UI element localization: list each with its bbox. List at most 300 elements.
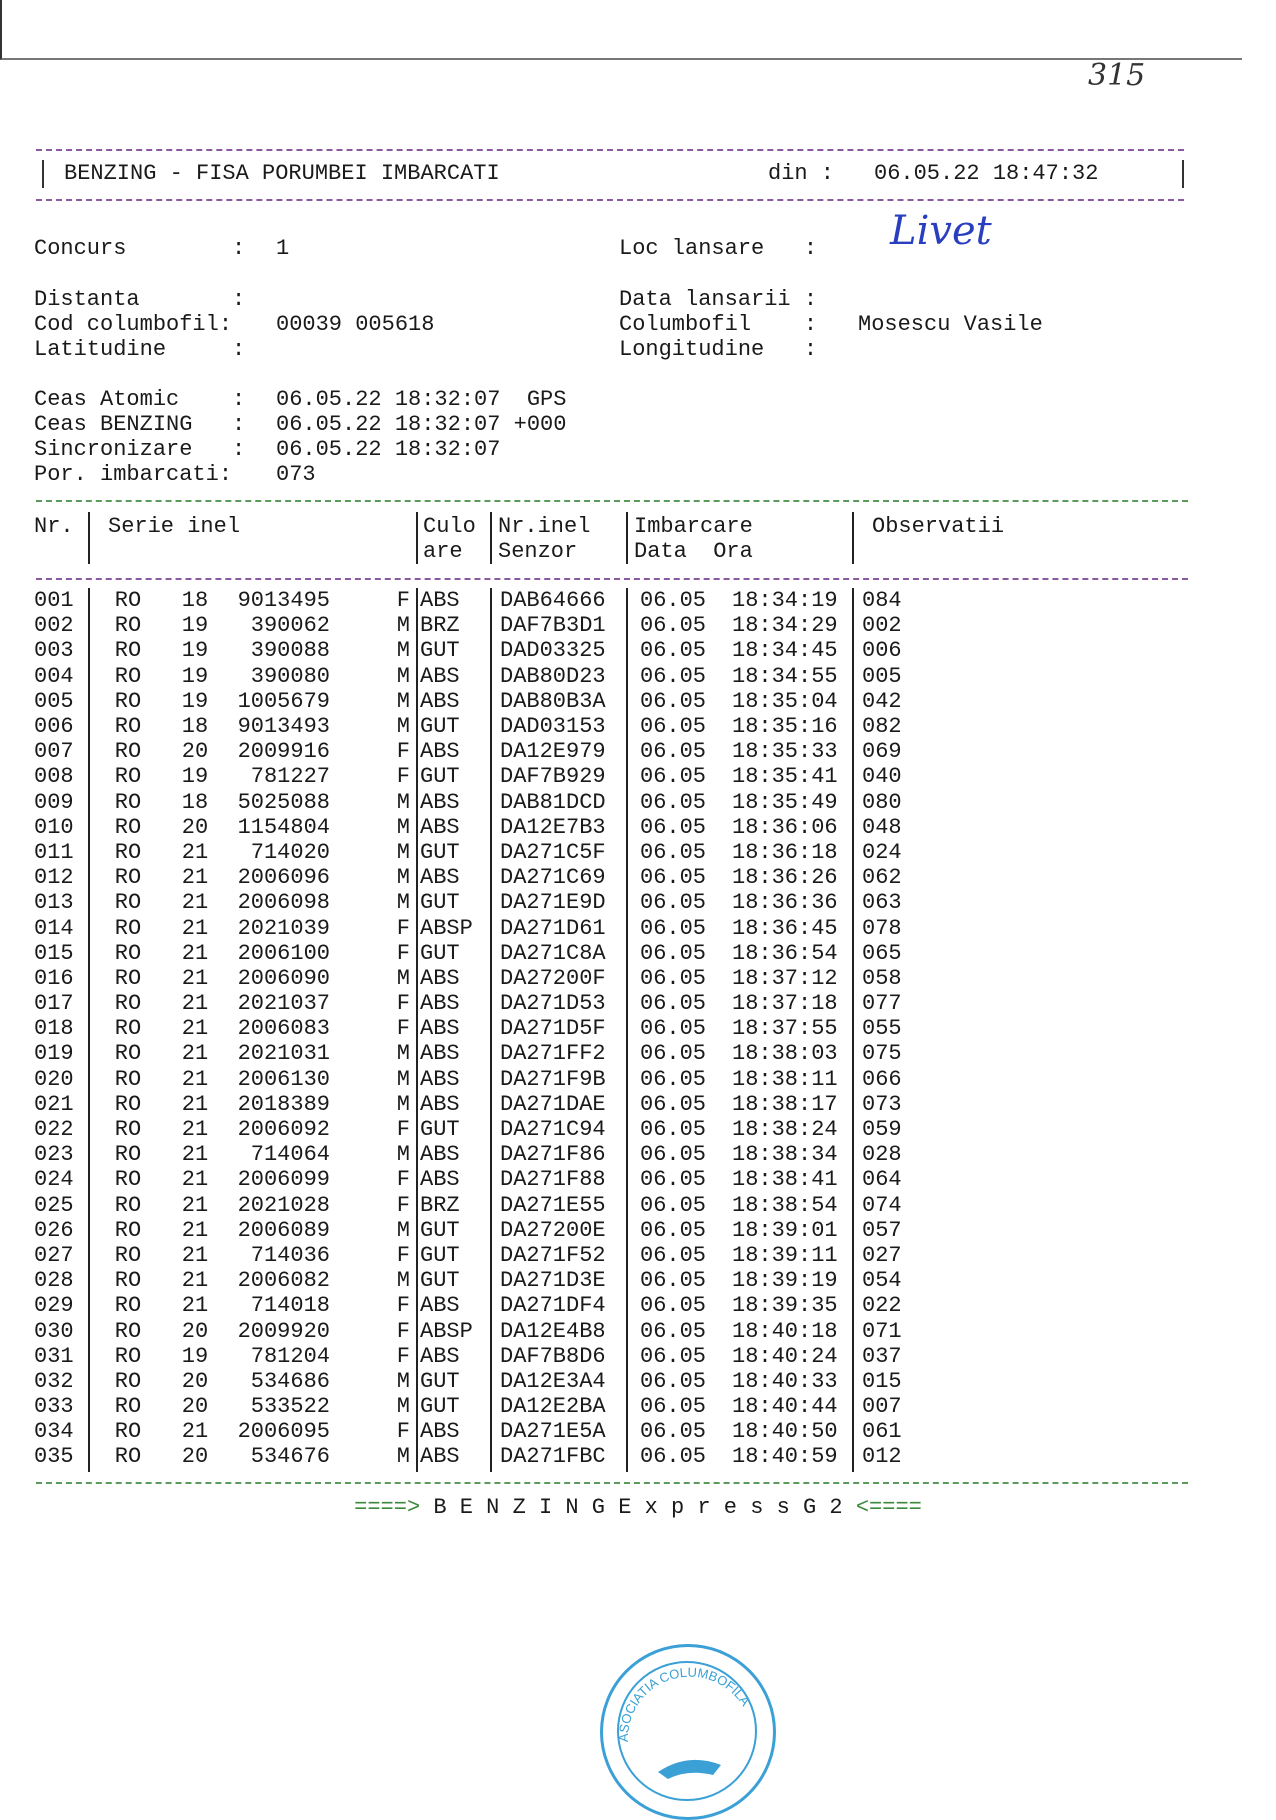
- row-date: 06.05: [640, 1368, 707, 1394]
- table-row: [34, 1193, 902, 1218]
- row-time: 18:35:04: [732, 688, 838, 714]
- row-time: 18:35:16: [732, 714, 838, 740]
- table-row: [34, 613, 902, 638]
- row-sex: F: [396, 1192, 410, 1218]
- row-color: ABSP: [420, 1318, 473, 1344]
- col-nr-header: Nr.: [34, 514, 74, 539]
- table-row: [34, 1293, 902, 1318]
- row-time: 18:39:19: [732, 1268, 838, 1294]
- row-time: 18:40:44: [732, 1394, 838, 1420]
- row-country: RO: [114, 965, 142, 991]
- row-country: RO: [114, 991, 142, 1017]
- row-date: 06.05: [640, 839, 707, 865]
- row-country: RO: [114, 1217, 142, 1243]
- row-nr: 016: [34, 965, 74, 991]
- row-sex: M: [396, 613, 410, 639]
- row-color: ABS: [420, 789, 460, 815]
- col-nrinel-header-1: Nr.inel: [498, 514, 591, 539]
- row-time: 18:39:35: [732, 1293, 838, 1319]
- row-year: 21: [181, 1016, 209, 1042]
- row-country: RO: [114, 1091, 142, 1117]
- table-row: [34, 689, 902, 714]
- row-sensor-ring: DAB64666: [500, 588, 606, 614]
- row-time: 18:38:54: [732, 1192, 838, 1218]
- table-row: [34, 966, 902, 991]
- row-time: 18:34:45: [732, 638, 838, 664]
- row-color: ABS: [420, 588, 460, 614]
- row-country: RO: [114, 890, 142, 916]
- row-year: 21: [181, 890, 209, 916]
- row-color: ABS: [420, 1167, 460, 1193]
- row-year: 21: [181, 965, 209, 991]
- row-sensor-ring: DAF7B929: [500, 764, 606, 790]
- row-observation: 037: [862, 1343, 902, 1369]
- row-date: 06.05: [640, 915, 707, 941]
- row-observation: 069: [862, 739, 902, 765]
- table-row: [34, 714, 902, 739]
- row-color: GUT: [420, 1217, 460, 1243]
- row-year: 21: [181, 1117, 209, 1143]
- row-date: 06.05: [640, 1293, 707, 1319]
- embarked-pigeons-table: [34, 588, 902, 1470]
- row-observation: 073: [862, 1091, 902, 1117]
- row-time: 18:38:41: [732, 1167, 838, 1193]
- row-date: 06.05: [640, 663, 707, 689]
- row-date: 06.05: [640, 1217, 707, 1243]
- row-sensor-ring: DA271C8A: [500, 940, 606, 966]
- row-observation: 002: [862, 613, 902, 639]
- row-time: 18:34:55: [732, 663, 838, 689]
- table-row: [34, 1243, 902, 1268]
- row-time: 18:36:45: [732, 915, 838, 941]
- row-ring-number: 2009916: [237, 739, 330, 765]
- row-country: RO: [114, 1117, 142, 1143]
- row-country: RO: [114, 1142, 142, 1168]
- table-row: [34, 1318, 902, 1343]
- row-ring-number: 9013495: [237, 588, 330, 614]
- row-time: 18:39:11: [732, 1242, 838, 1268]
- row-nr: 011: [34, 839, 74, 865]
- row-sex: M: [396, 1268, 410, 1294]
- col-culoare-header-1: Culo: [423, 514, 476, 539]
- row-country: RO: [114, 739, 142, 765]
- row-color: GUT: [420, 638, 460, 664]
- row-date: 06.05: [640, 714, 707, 740]
- row-time: 18:38:24: [732, 1117, 838, 1143]
- row-sensor-ring: DA271FF2: [500, 1041, 606, 1067]
- row-date: 06.05: [640, 1091, 707, 1117]
- loc-lansare-handwritten: Livet: [890, 208, 992, 254]
- row-year: 21: [181, 839, 209, 865]
- row-country: RO: [114, 1041, 142, 1067]
- row-time: 18:34:19: [732, 588, 838, 614]
- row-date: 06.05: [640, 814, 707, 840]
- row-year: 21: [181, 1091, 209, 1117]
- data-lansarii-label: Data lansarii :: [619, 287, 818, 312]
- table-row: [34, 941, 902, 966]
- row-date: 06.05: [640, 613, 707, 639]
- row-sex: M: [396, 1217, 410, 1243]
- row-date: 06.05: [640, 1242, 707, 1268]
- report-date-value: 06.05.22 18:47:32: [874, 161, 1099, 186]
- col-sep-nr-header: [88, 512, 90, 564]
- row-sensor-ring: DA12E4B8: [500, 1318, 606, 1344]
- columbofil-value: Mosescu Vasile: [858, 312, 1043, 337]
- row-date: 06.05: [640, 1268, 707, 1294]
- row-observation: 005: [862, 663, 902, 689]
- row-time: 18:40:59: [732, 1444, 838, 1470]
- row-observation: 006: [862, 638, 902, 664]
- row-ring-number: 2006130: [237, 1066, 330, 1092]
- row-color: ABS: [420, 1091, 460, 1117]
- row-color: GUT: [420, 1268, 460, 1294]
- row-year: 20: [181, 1368, 209, 1394]
- row-time: 18:36:54: [732, 940, 838, 966]
- row-sensor-ring: DA27200E: [500, 1217, 606, 1243]
- row-color: GUT: [420, 1368, 460, 1394]
- table-row: [34, 1218, 902, 1243]
- row-color: ABS: [420, 739, 460, 765]
- row-ring-number: 2006089: [237, 1217, 330, 1243]
- row-ring-number: 1005679: [237, 688, 330, 714]
- row-date: 06.05: [640, 1318, 707, 1344]
- cod-columbofil-value: 00039 005618: [276, 312, 435, 337]
- row-sensor-ring: DA271C5F: [500, 839, 606, 865]
- row-nr: 008: [34, 764, 74, 790]
- table-row: [34, 1394, 902, 1419]
- row-time: 18:35:41: [732, 764, 838, 790]
- table-row: [34, 865, 902, 890]
- row-ring-number: 781227: [250, 764, 330, 790]
- table-row: [34, 664, 902, 689]
- row-year: 21: [181, 1268, 209, 1294]
- row-observation: 015: [862, 1368, 902, 1394]
- header-left-edge: [42, 160, 44, 188]
- col-imbarcare-header-2: Data Ora: [634, 539, 753, 564]
- table-row: [34, 840, 902, 865]
- table-row: [34, 1344, 902, 1369]
- row-observation: 078: [862, 915, 902, 941]
- table-row: [34, 739, 902, 764]
- row-year: 21: [181, 940, 209, 966]
- row-country: RO: [114, 915, 142, 941]
- concurs-label: Concurs :: [34, 236, 246, 261]
- row-color: ABS: [420, 1016, 460, 1042]
- latitudine-label: Latitudine :: [34, 337, 246, 362]
- row-color: GUT: [420, 1242, 460, 1268]
- row-color: ABS: [420, 1419, 460, 1445]
- row-sensor-ring: DA271DAE: [500, 1091, 606, 1117]
- row-sex: M: [396, 789, 410, 815]
- row-ring-number: 390062: [250, 613, 330, 639]
- row-color: ABS: [420, 991, 460, 1017]
- row-time: 18:37:55: [732, 1016, 838, 1042]
- row-year: 20: [181, 814, 209, 840]
- row-sex: M: [396, 638, 410, 664]
- row-color: BRZ: [420, 1192, 460, 1218]
- row-time: 18:36:36: [732, 890, 838, 916]
- row-color: ABS: [420, 688, 460, 714]
- row-observation: 074: [862, 1192, 902, 1218]
- footer-left-arrow: ====>: [354, 1495, 421, 1520]
- row-sensor-ring: DA12E7B3: [500, 814, 606, 840]
- row-color: ABS: [420, 865, 460, 891]
- row-sensor-ring: DA271E55: [500, 1192, 606, 1218]
- row-sex: F: [396, 1343, 410, 1369]
- row-ring-number: 2006082: [237, 1268, 330, 1294]
- row-time: 18:40:50: [732, 1419, 838, 1445]
- row-sex: M: [396, 1041, 410, 1067]
- row-sex: M: [396, 1368, 410, 1394]
- footer-text: B E N Z I N G E x p r e s s G 2: [433, 1495, 843, 1520]
- row-date: 06.05: [640, 1041, 707, 1067]
- row-year: 21: [181, 1217, 209, 1243]
- row-observation: 057: [862, 1217, 902, 1243]
- row-color: GUT: [420, 890, 460, 916]
- sincronizare-label: Sincronizare :: [34, 437, 246, 462]
- row-date: 06.05: [640, 1394, 707, 1420]
- table-row: [34, 1167, 902, 1192]
- por-imbarcati-label: Por. imbarcati:: [34, 462, 233, 487]
- row-date: 06.05: [640, 789, 707, 815]
- row-country: RO: [114, 1419, 142, 1445]
- row-observation: 080: [862, 789, 902, 815]
- row-nr: 029: [34, 1293, 74, 1319]
- row-year: 21: [181, 915, 209, 941]
- row-date: 06.05: [640, 965, 707, 991]
- row-nr: 015: [34, 940, 74, 966]
- row-nr: 005: [34, 688, 74, 714]
- row-nr: 031: [34, 1343, 74, 1369]
- row-sensor-ring: DA271C94: [500, 1117, 606, 1143]
- row-sex: F: [396, 1419, 410, 1445]
- row-country: RO: [114, 1394, 142, 1420]
- row-observation: 055: [862, 1016, 902, 1042]
- table-row: [34, 1369, 902, 1394]
- row-nr: 013: [34, 890, 74, 916]
- row-observation: 028: [862, 1142, 902, 1168]
- row-year: 19: [181, 613, 209, 639]
- ceas-atomic-value: 06.05.22 18:32:07 GPS: [276, 387, 567, 412]
- ceas-benzing-value: 06.05.22 18:32:07 +000: [276, 412, 567, 437]
- row-sex: F: [396, 1167, 410, 1193]
- row-sensor-ring: DA271E9D: [500, 890, 606, 916]
- row-sensor-ring: DA271F52: [500, 1242, 606, 1268]
- row-nr: 017: [34, 991, 74, 1017]
- row-ring-number: 5025088: [237, 789, 330, 815]
- row-observation: 012: [862, 1444, 902, 1470]
- row-country: RO: [114, 1444, 142, 1470]
- row-time: 18:37:18: [732, 991, 838, 1017]
- row-year: 19: [181, 1343, 209, 1369]
- row-sex: M: [396, 890, 410, 916]
- table-row: [34, 1117, 902, 1142]
- col-sep-serie-header: [416, 512, 418, 564]
- row-date: 06.05: [640, 638, 707, 664]
- row-ring-number: 2006100: [237, 940, 330, 966]
- row-country: RO: [114, 613, 142, 639]
- table-row: [34, 991, 902, 1016]
- row-observation: 065: [862, 940, 902, 966]
- row-country: RO: [114, 1343, 142, 1369]
- row-nr: 026: [34, 1217, 74, 1243]
- row-sensor-ring: DAB80B3A: [500, 688, 606, 714]
- row-date: 06.05: [640, 890, 707, 916]
- row-color: GUT: [420, 940, 460, 966]
- row-color: ABS: [420, 1343, 460, 1369]
- row-date: 06.05: [640, 1192, 707, 1218]
- table-header-bottom-rule: [36, 578, 1188, 580]
- row-observation: 084: [862, 588, 902, 614]
- row-time: 18:36:06: [732, 814, 838, 840]
- row-year: 21: [181, 1419, 209, 1445]
- table-top-rule: [36, 500, 1188, 502]
- row-time: 18:38:03: [732, 1041, 838, 1067]
- row-sex: M: [396, 865, 410, 891]
- footer-right-arrow: <====: [855, 1495, 922, 1520]
- table-row: [34, 1419, 902, 1444]
- row-date: 06.05: [640, 739, 707, 765]
- row-sex: F: [396, 764, 410, 790]
- row-sex: M: [396, 714, 410, 740]
- row-year: 21: [181, 991, 209, 1017]
- row-nr: 021: [34, 1091, 74, 1117]
- distanta-label: Distanta :: [34, 287, 246, 312]
- row-country: RO: [114, 588, 142, 614]
- row-ring-number: 534686: [250, 1368, 330, 1394]
- col-serie-header: Serie inel: [108, 514, 241, 539]
- row-sex: F: [396, 739, 410, 765]
- row-ring-number: 2006098: [237, 890, 330, 916]
- row-observation: 058: [862, 965, 902, 991]
- row-observation: 007: [862, 1394, 902, 1420]
- row-sex: M: [396, 663, 410, 689]
- header-bottom-rule: [36, 199, 1184, 201]
- row-observation: 024: [862, 839, 902, 865]
- row-year: 21: [181, 1167, 209, 1193]
- row-year: 19: [181, 688, 209, 714]
- row-sensor-ring: DAB81DCD: [500, 789, 606, 815]
- row-time: 18:34:29: [732, 613, 838, 639]
- row-sensor-ring: DA271E5A: [500, 1419, 606, 1445]
- row-observation: 071: [862, 1318, 902, 1344]
- table-row: [34, 1092, 902, 1117]
- row-color: ABS: [420, 1066, 460, 1092]
- row-ring-number: 2021039: [237, 915, 330, 941]
- row-ring-number: 2006083: [237, 1016, 330, 1042]
- row-nr: 010: [34, 814, 74, 840]
- ceas-atomic-label: Ceas Atomic :: [34, 387, 246, 412]
- row-country: RO: [114, 688, 142, 714]
- report-date-label: din :: [768, 161, 835, 186]
- row-observation: 022: [862, 1293, 902, 1319]
- row-country: RO: [114, 839, 142, 865]
- row-sensor-ring: DAF7B8D6: [500, 1343, 606, 1369]
- row-year: 21: [181, 1293, 209, 1319]
- row-sensor-ring: DAB80D23: [500, 663, 606, 689]
- row-year: 21: [181, 865, 209, 891]
- row-observation: 063: [862, 890, 902, 916]
- row-sex: M: [396, 814, 410, 840]
- row-nr: 007: [34, 739, 74, 765]
- row-time: 18:40:18: [732, 1318, 838, 1344]
- row-country: RO: [114, 1066, 142, 1092]
- row-year: 18: [181, 789, 209, 815]
- row-time: 18:38:17: [732, 1091, 838, 1117]
- row-ring-number: 714064: [250, 1142, 330, 1168]
- row-country: RO: [114, 764, 142, 790]
- loc-lansare-label: Loc lansare :: [619, 236, 818, 261]
- row-sex: F: [396, 1117, 410, 1143]
- row-sex: M: [396, 688, 410, 714]
- row-sensor-ring: DA271DF4: [500, 1293, 606, 1319]
- col-observatii-header: Observatii: [872, 514, 1005, 539]
- row-observation: 062: [862, 865, 902, 891]
- table-row: [34, 1041, 902, 1066]
- row-date: 06.05: [640, 1142, 707, 1168]
- row-color: GUT: [420, 1394, 460, 1420]
- row-country: RO: [114, 1192, 142, 1218]
- table-bottom-rule: [36, 1482, 1188, 1484]
- row-observation: 077: [862, 991, 902, 1017]
- ceas-benzing-label: Ceas BENZING :: [34, 412, 246, 437]
- row-ring-number: 781204: [250, 1343, 330, 1369]
- row-sensor-ring: DAD03325: [500, 638, 606, 664]
- row-time: 18:35:49: [732, 789, 838, 815]
- row-time: 18:40:33: [732, 1368, 838, 1394]
- row-ring-number: 2021028: [237, 1192, 330, 1218]
- row-nr: 033: [34, 1394, 74, 1420]
- concurs-value: 1: [276, 236, 290, 261]
- row-country: RO: [114, 663, 142, 689]
- footer-banner: [0, 1495, 1276, 1520]
- row-observation: 040: [862, 764, 902, 790]
- row-ring-number: 2021031: [237, 1041, 330, 1067]
- row-country: RO: [114, 1368, 142, 1394]
- row-date: 06.05: [640, 991, 707, 1017]
- row-sex: F: [396, 915, 410, 941]
- row-ring-number: 2006095: [237, 1419, 330, 1445]
- row-country: RO: [114, 865, 142, 891]
- row-sex: M: [396, 965, 410, 991]
- table-row: [34, 764, 902, 789]
- row-date: 06.05: [640, 1444, 707, 1470]
- row-color: ABS: [420, 663, 460, 689]
- row-observation: 064: [862, 1167, 902, 1193]
- row-ring-number: 533522: [250, 1394, 330, 1420]
- row-ring-number: 390088: [250, 638, 330, 664]
- row-nr: 024: [34, 1167, 74, 1193]
- row-sensor-ring: DA271D53: [500, 991, 606, 1017]
- row-sensor-ring: DA271F9B: [500, 1066, 606, 1092]
- row-sex: M: [396, 1444, 410, 1470]
- table-row: [34, 1016, 902, 1041]
- row-ring-number: 1154804: [237, 814, 330, 840]
- row-sensor-ring: DA27200F: [500, 965, 606, 991]
- row-country: RO: [114, 1242, 142, 1268]
- col-sep-nrinel-header: [626, 512, 628, 564]
- svg-text:ASOCIATIA COLUMBOFILA: ASOCIATIA COLUMBOFILA: [615, 1664, 754, 1743]
- table-row: [34, 1142, 902, 1167]
- row-sensor-ring: DA271FBC: [500, 1444, 606, 1470]
- row-color: GUT: [420, 764, 460, 790]
- row-date: 06.05: [640, 688, 707, 714]
- row-nr: 018: [34, 1016, 74, 1042]
- row-ring-number: 534676: [250, 1444, 330, 1470]
- header-top-rule: [36, 149, 1184, 151]
- association-stamp: [600, 1644, 776, 1820]
- row-date: 06.05: [640, 1117, 707, 1143]
